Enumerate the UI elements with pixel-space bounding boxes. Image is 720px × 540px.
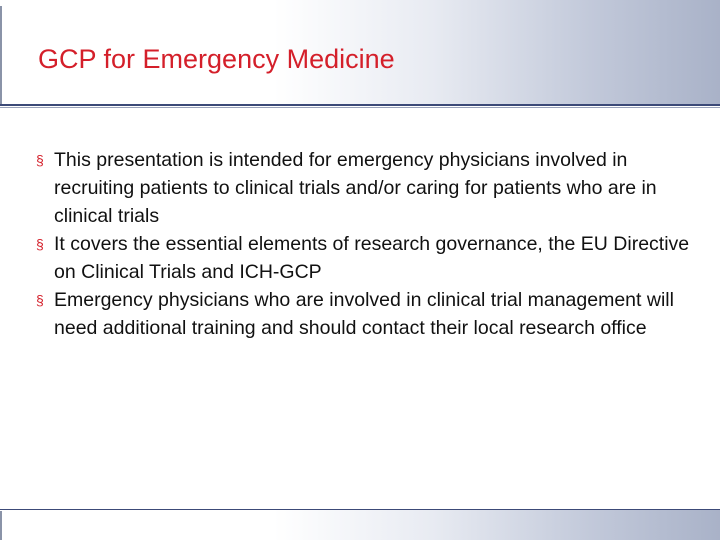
footer-left-edge xyxy=(0,511,2,540)
bullet-text: Emergency physicians who are involved in clinical trial management will need additional training and should contact their local research office xyxy=(54,289,674,339)
bullet-text: It covers the essential elements of research governance, the EU Directive on Clinical Trials and ICH-GCP xyxy=(54,233,690,283)
square-bullet-icon: § xyxy=(36,292,44,308)
header-left-edge xyxy=(0,6,2,104)
bullet-list xyxy=(36,146,706,342)
bullet-text: This presentation is intended for emergency physicians involved in recruiting patients to clinical trials and/or caring for patients who are in clinical trials xyxy=(54,149,657,227)
bullet-item xyxy=(36,146,706,230)
bullet-item xyxy=(36,286,706,342)
header-divider-thin xyxy=(0,107,720,108)
slide-title: GCP for Emergency Medicine xyxy=(38,44,395,74)
header-divider xyxy=(0,104,720,106)
bullet-item xyxy=(36,230,706,286)
footer-band xyxy=(0,510,720,540)
square-bullet-icon: § xyxy=(36,236,44,252)
square-bullet-icon: § xyxy=(36,152,44,168)
